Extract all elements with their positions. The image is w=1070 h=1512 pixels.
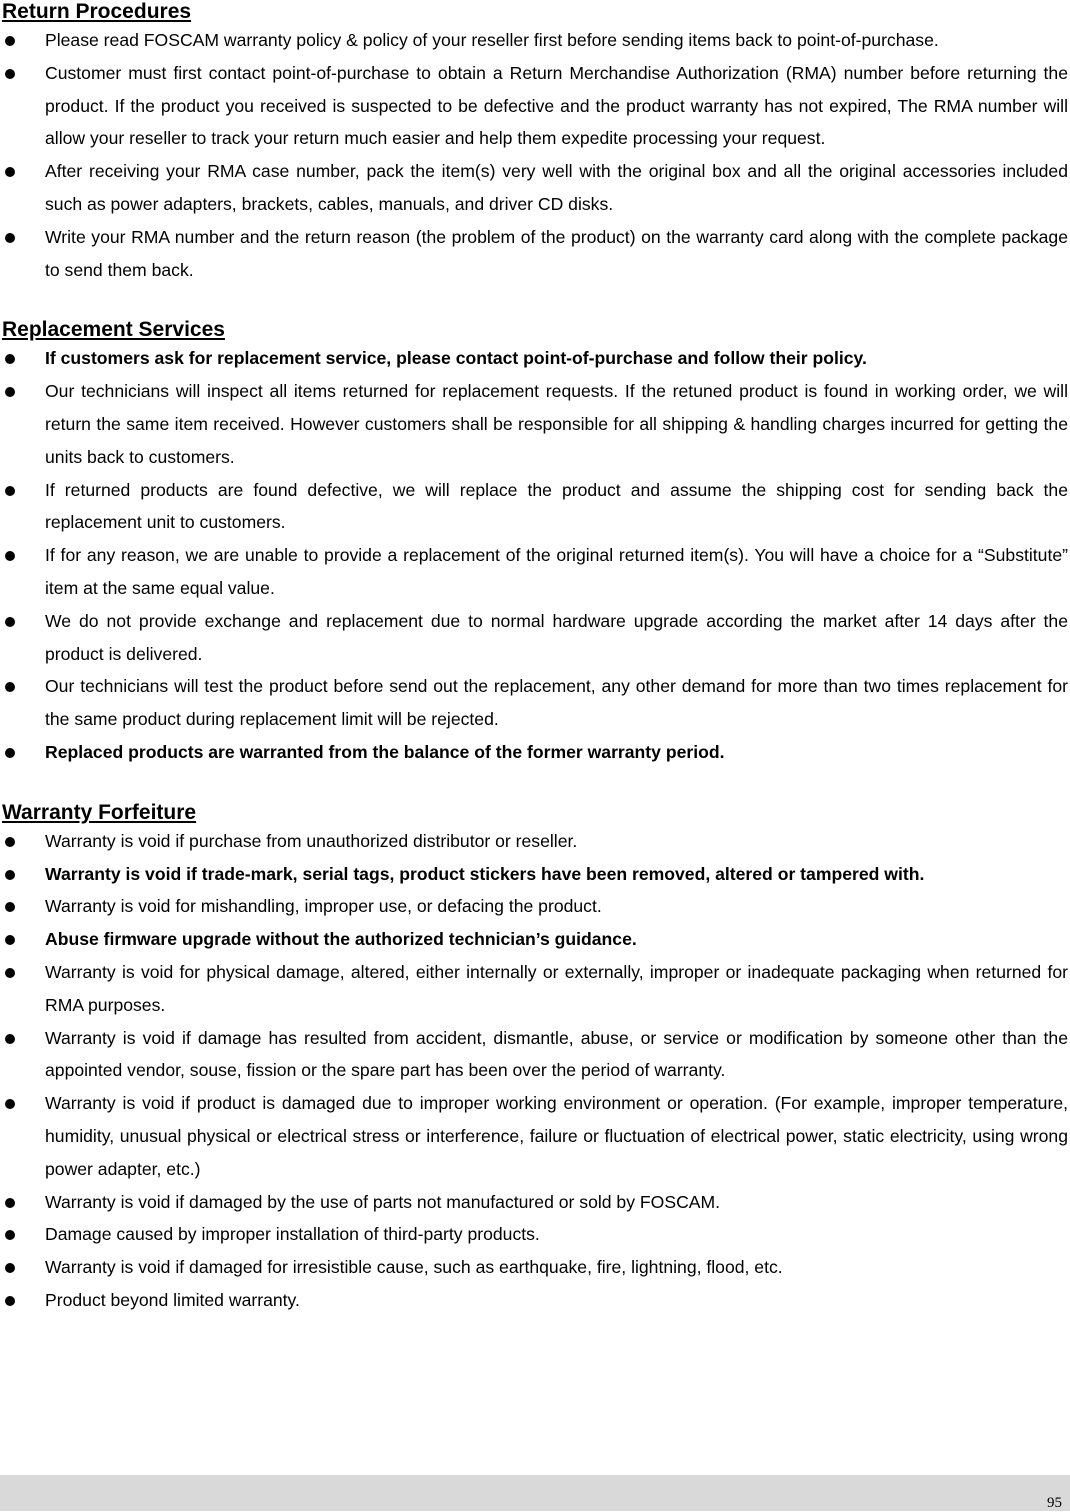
list-item: [0, 155, 1070, 221]
list-item: [0, 221, 1070, 287]
bullet-icon: [5, 935, 15, 945]
bullet-icon: [5, 1198, 15, 1208]
list-item-text: Warranty is void if trade-mark, serial tags, product stickers have been removed, altered or tampered with.: [45, 863, 925, 884]
list-item-text: Product beyond limited warranty.: [45, 1289, 300, 1310]
section-warranty-forfeiture: [0, 801, 1070, 1317]
list-item-text: Warranty is void for mishandling, improper use, or defacing the product.: [45, 896, 602, 917]
list-item-text: Our technicians will test the product before send out the replacement, any other demand for more than two times replacement for the same product during replacement limit will be rejected.: [45, 676, 1068, 730]
bullet-icon: [5, 1099, 15, 1109]
list-item: [0, 474, 1070, 540]
list-item-text: Our technicians will inspect all items returned for replacement requests. If the retuned product is found in working order, we will return the same item received. However customers shall be responsible for all shipping & handling charges incurred for getting the units back to customers.: [45, 381, 1068, 467]
bullet-icon: [5, 1263, 15, 1273]
bullet-list: [0, 825, 1070, 1317]
page-footer: [0, 1475, 1070, 1511]
list-item: [0, 605, 1070, 671]
bullet-icon: [5, 354, 15, 364]
section-title: Return Procedures: [2, 0, 192, 23]
list-item-text: After receiving your RMA case number, pack the item(s) very well with the original box and all the original accessories included such as power adapters, brackets, cables, manuals, and driver CD disks.: [45, 161, 1068, 214]
bullet-icon: [5, 682, 15, 692]
list-item: [0, 1218, 1070, 1251]
bullet-icon: [5, 69, 15, 79]
list-item: [0, 1087, 1070, 1185]
section-title: Warranty Forfeiture: [2, 800, 197, 824]
list-item: [0, 736, 1070, 769]
list-item-text: Warranty is void if damaged by the use of parts not manufactured or sold by FOSCAM.: [45, 1191, 721, 1212]
list-item-text: We do not provide exchange and replacement due to normal hardware upgrade according the market after 14 days after the product is delivered.: [45, 610, 1068, 664]
list-item: [0, 1284, 1070, 1317]
section-replacement-services: [0, 318, 1070, 768]
list-item: [0, 670, 1070, 736]
list-item: [0, 825, 1070, 858]
bullet-list: [0, 24, 1070, 286]
list-item-text: If customers ask for replacement service, please contact point-of-purchase and follow their policy.: [45, 348, 867, 369]
bullet-icon: [5, 968, 15, 978]
list-item-text: Replaced products are warranted from the balance of the former warranty period.: [45, 741, 725, 762]
bullet-list: [0, 342, 1070, 768]
bullet-icon: [5, 1296, 15, 1306]
section-title: Replacement Services: [2, 318, 225, 342]
list-item: [0, 57, 1070, 155]
bullet-icon: [5, 167, 15, 177]
list-item-text: Warranty is void if product is damaged due to improper working environment or operation. (For example, improper temperature, humidity, unusual physical or electrical stress or interference, failure or fluctuation of electrical power, static electricity, using wrong power adapter, etc.): [45, 1093, 1068, 1179]
bullet-icon: [5, 551, 15, 561]
bullet-icon: [5, 748, 15, 758]
bullet-icon: [5, 486, 15, 496]
bullet-icon: [5, 36, 15, 46]
list-item: [0, 1251, 1070, 1284]
list-item-text: Damage caused by improper installation of third-party products.: [45, 1224, 540, 1245]
list-item: [0, 1022, 1070, 1088]
section-return-procedures: [0, 0, 1070, 286]
list-item-text: If returned products are found defective, we will replace the product and assume the shipping cost for sending back the replacement unit to customers.: [45, 479, 1068, 533]
list-item: [0, 890, 1070, 923]
bullet-icon: [5, 617, 15, 627]
list-item-text: Write your RMA number and the return reason (the problem of the product) on the warranty card along with the complete package to send them back.: [45, 226, 1068, 280]
list-item-text: Please read FOSCAM warranty policy & policy of your reseller first before sending items back to point-of-purchase.: [45, 30, 939, 50]
list-item: [0, 858, 1070, 891]
page-number: 95: [1047, 1495, 1062, 1511]
bullet-icon: [5, 837, 15, 847]
list-item-text: If for any reason, we are unable to provide a replacement of the original returned item(s). You will have a choice for a “Substitute” item at the same equal value.: [45, 545, 1068, 598]
list-item-text: Warranty is void if damaged for irresistible cause, such as earthquake, fire, lightning, flood, etc.: [45, 1257, 783, 1278]
bullet-icon: [5, 233, 15, 243]
list-item: [0, 956, 1070, 1022]
list-item: [0, 923, 1070, 956]
list-item: [0, 539, 1070, 605]
bullet-icon: [5, 1034, 15, 1044]
bullet-icon: [5, 902, 15, 912]
bullet-icon: [5, 1230, 15, 1240]
list-item-text: Warranty is void for physical damage, altered, either internally or externally, improper or inadequate packaging when returned for RMA purposes.: [45, 961, 1068, 1015]
list-item-text: Warranty is void if damage has resulted from accident, dismantle, abuse, or service or modification by someone other than the appointed vendor, souse, fission or the spare part has been over the period of warranty.: [45, 1027, 1068, 1081]
list-item-text: Abuse firmware upgrade without the authorized technician’s guidance.: [45, 929, 637, 950]
bullet-icon: [5, 870, 15, 880]
list-item-text: Customer must first contact point-of-purchase to obtain a Return Merchandise Authorization (RMA) number before returning the product. If the product you received is suspected to be defective and the product warranty has not expired, The RMA number will allow your reseller to track your return much easier and help them expedite processing your request.: [45, 62, 1068, 149]
bullet-icon: [5, 387, 15, 397]
list-item: [0, 342, 1070, 375]
list-item: [0, 375, 1070, 473]
list-item: [0, 24, 1070, 57]
list-item: [0, 1186, 1070, 1219]
list-item-text: Warranty is void if purchase from unauthorized distributor or reseller.: [45, 830, 578, 851]
